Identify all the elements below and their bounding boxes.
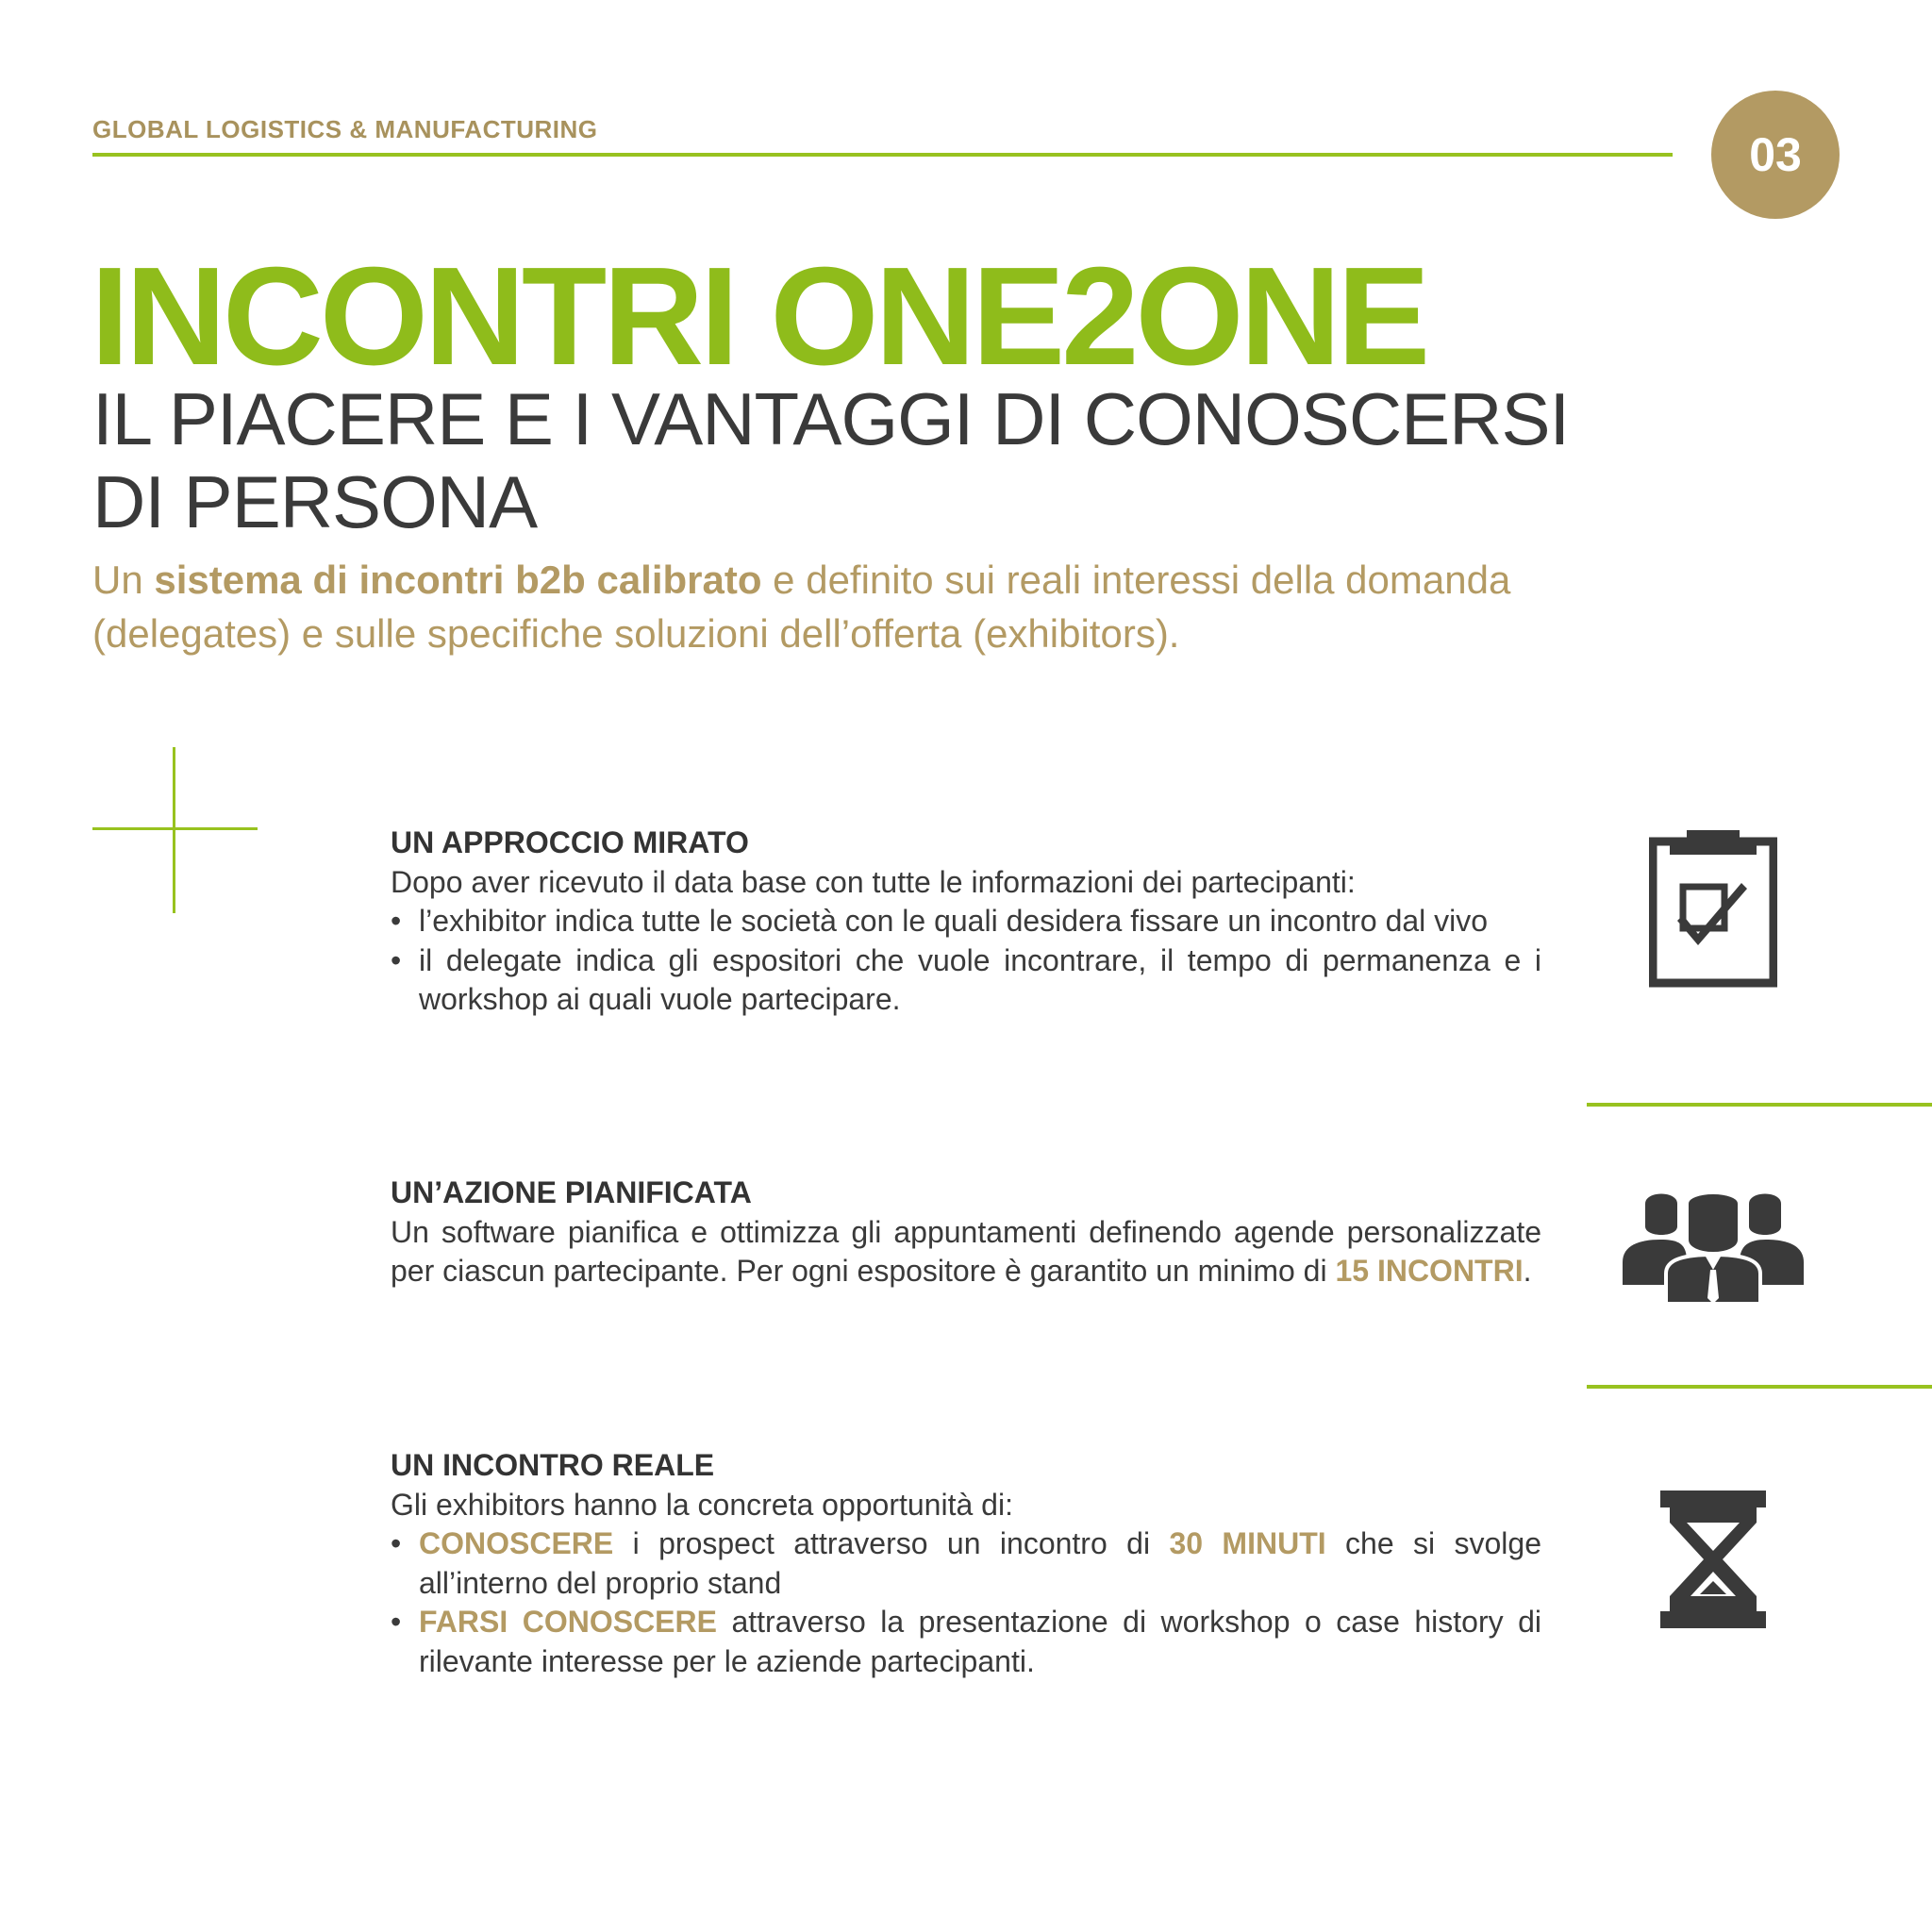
section-incontro-reale [391,1446,1541,1681]
section-bullets [391,902,1541,1020]
section-azione-pianificata [391,1174,1541,1291]
page-title: INCONTRI ONE2ONE [91,239,1427,394]
bullet-item [391,1603,1541,1681]
clipboard-check-icon [1649,828,1777,989]
section-approccio-mirato [391,824,1541,1020]
highlight-conoscere: CONOSCERE [419,1526,614,1560]
hourglass-icon [1657,1489,1770,1630]
section-body-end: . [1523,1254,1532,1288]
subtitle-line-2: DI PERSONA [92,460,538,543]
intro-prefix: Un [92,558,155,602]
intro-suffix: e definito sui reali interessi della domanda [761,558,1511,602]
bullet-item: • l’exhibitor indica tutte le società con le quali desidera fissare un incontro dal vivo [391,902,1541,941]
page-number-badge: 03 [1711,91,1840,219]
section-lead: Dopo aver ricevuto il data base con tutte le informazioni dei partecipanti: [391,864,1356,899]
intro-line-2: (delegates) e sulle specifiche soluzioni dell’offerta (exhibitors). [92,611,1180,656]
section-title: UN’AZIONE PIANIFICATA [391,1175,752,1209]
section-body-text: Un software pianifica e ottimizza gli appuntamenti definendo agende personalizzate per ciascun partecipante. Per ogni espositore è garantito un minimo di [391,1214,1541,1288]
intro-highlight: sistema di incontri b2b calibrato [154,558,762,602]
bullet-item [391,1524,1541,1603]
bullet-text: attraverso la presentazione di workshop o case history di rilevante interesse per le aziende partecipanti. [419,1605,1542,1678]
section-divider [1587,1385,1932,1389]
header-rule [92,153,1673,157]
highlight-30-minuti: 30 MINUTI [1169,1526,1326,1560]
header-label: GLOBAL LOGISTICS & MANUFACTURING [92,115,598,143]
section-lead: Gli exhibitors hanno la concreta opportunità di: [391,1487,1013,1522]
highlight-15-incontri: 15 INCONTRI [1335,1254,1524,1288]
intro-text [92,553,1790,660]
people-group-icon [1619,1183,1807,1306]
bullet-item: • il delegate indica gli espositori che vuole incontrare, il tempo di permanenza e i workshop ai quali vuole partecipare. [391,941,1541,1020]
section-body [391,1213,1541,1291]
decorative-cross-horizontal [92,827,258,830]
bullet-text: che si svolge all’interno del proprio stand [419,1526,1542,1600]
section-divider [1587,1103,1932,1107]
section-title: UN INCONTRO REALE [391,1448,715,1482]
highlight-farsi-conoscere: FARSI CONOSCERE [419,1605,717,1639]
section-bullets [391,1524,1541,1681]
decorative-cross-vertical [173,747,175,913]
section-title: UN APPROCCIO MIRATO [391,825,749,859]
subtitle-line-1: IL PIACERE E I VANTAGGI DI CONOSCERSI [92,377,1570,460]
page-subtitle [92,377,1696,543]
bullet-text: i prospect attraverso un incontro di [613,1526,1170,1560]
intro-line-1 [92,553,1790,607]
